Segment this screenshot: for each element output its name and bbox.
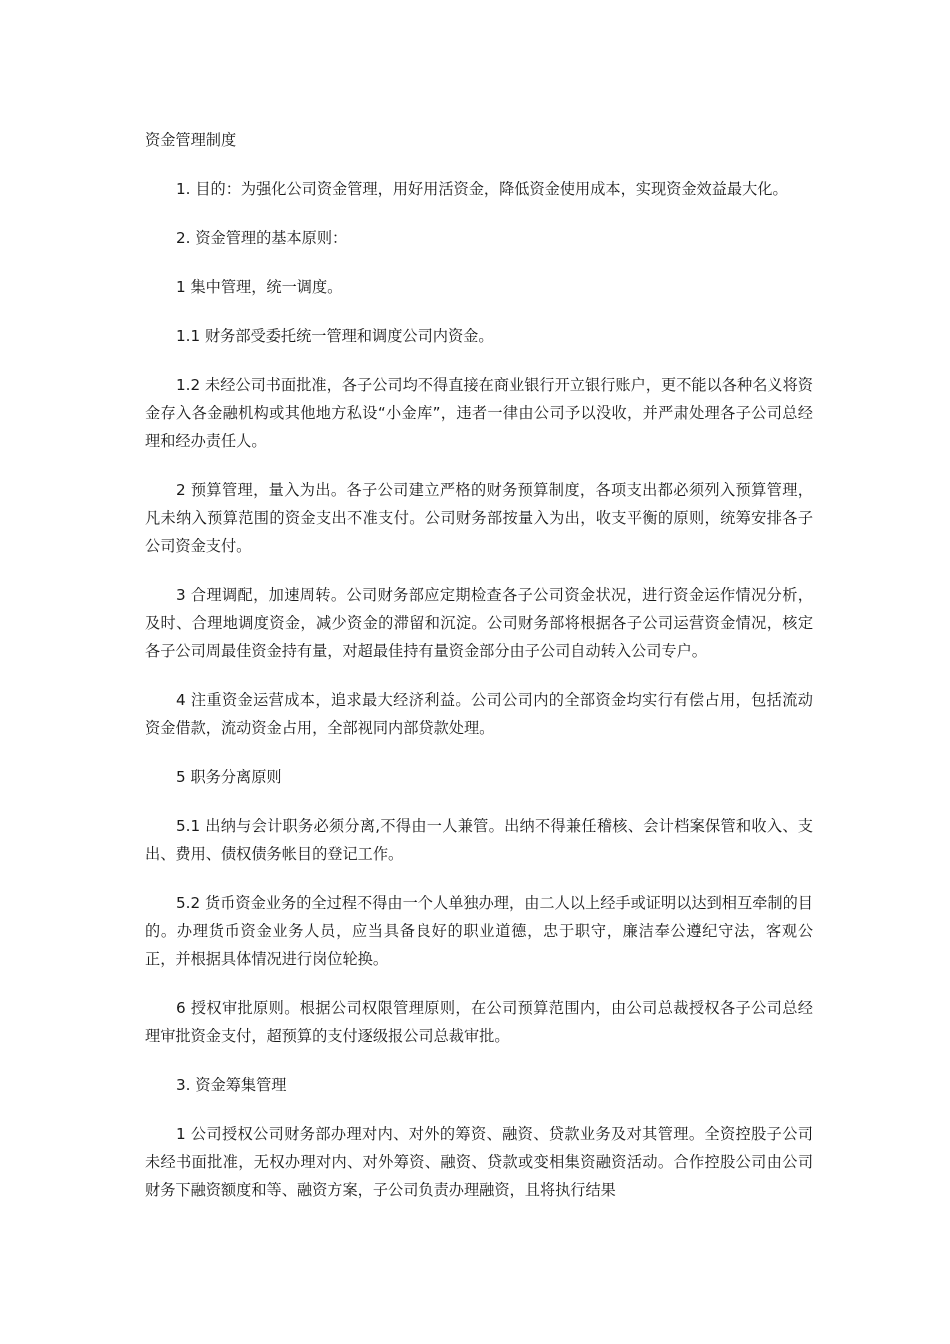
paragraph-purpose: 1. 目的：为强化公司资金管理，用好用活资金，降低资金使用成本，实现资金效益最大化。 — [176, 180, 788, 198]
paragraph-5-2: 5.2 货币资金业务的全过程不得由一个人单独办理，由二人以上经手或证明以达到相互牵制的目的。办理货币资金业务人员，应当具备良好的职业道德，忠于职守，廉洁奉公遵纪守法，客观公正，并根据具体情况进行岗位轮换。 — [145, 894, 813, 968]
paragraph-fund-raising-heading: 3. 资金筹集管理 — [176, 1076, 287, 1094]
document-title: 资金管理制度 — [145, 131, 237, 149]
document-page — [145, 126, 813, 1225]
paragraph-fund-raising-1: 1 公司授权公司财务部办理对内、对外的筹资、融资、贷款业务及对其管理。全资控股子公司未经书面批准，无权办理对内、对外筹资、融资、贷款或变相集资融资活动。合作控股公司由公司财务下融资额度和等、融资方案，子公司负责办理融资，且将执行结果 — [145, 1125, 813, 1199]
paragraph-operating-cost: 4 注重资金运营成本，追求最大经济利益。公司公司内的全部资金均实行有偿占用，包括流动资金借款，流动资金占用，全部视同内部贷款处理。 — [145, 691, 813, 737]
paragraph-basic-principles-heading: 2. 资金管理的基本原则： — [176, 229, 348, 247]
paragraph-authorization: 6 授权审批原则。根据公司权限管理原则，在公司预算范围内，由公司总裁授权各子公司总经理审批资金支付，超预算的支付逐级报公司总裁审批。 — [145, 999, 813, 1045]
paragraph-budget-management: 2 预算管理，量入为出。各子公司建立严格的财务预算制度，各项支出都必须列入预算管理，凡未纳入预算范围的资金支出不准支付。公司财务部按量入为出，收支平衡的原则，统筹安排各子公司资金支付。 — [145, 481, 813, 555]
paragraph-centralized-management: 1 集中管理，统一调度。 — [176, 278, 343, 296]
paragraph-duty-separation: 5 职务分离原则 — [176, 768, 282, 786]
paragraph-1-1: 1.1 财务部受委托统一管理和调度公司内资金。 — [176, 327, 494, 345]
paragraph-5-1: 5.1 出纳与会计职务必须分离,不得由一人兼管。出纳不得兼任稽核、会计档案保管和收入、支出、费用、债权债务帐目的登记工作。 — [145, 817, 813, 863]
paragraph-1-2: 1.2 未经公司书面批准，各子公司均不得直接在商业银行开立银行账户，更不能以各种名义将资金存入各金融机构或其他地方私设“小金库”，违者一律由公司予以没收，并严肃处理各子公司总经理和经办责任人。 — [145, 376, 813, 450]
paragraph-reasonable-allocation: 3 合理调配，加速周转。公司财务部应定期检查各子公司资金状况，进行资金运作情况分析，及时、合理地调度资金，减少资金的滞留和沉淀。公司财务部将根据各子公司运营资金情况，核定各子公司周最佳资金持有量，对超最佳持有量资金部分由子公司自动转入公司专户。 — [145, 586, 813, 660]
